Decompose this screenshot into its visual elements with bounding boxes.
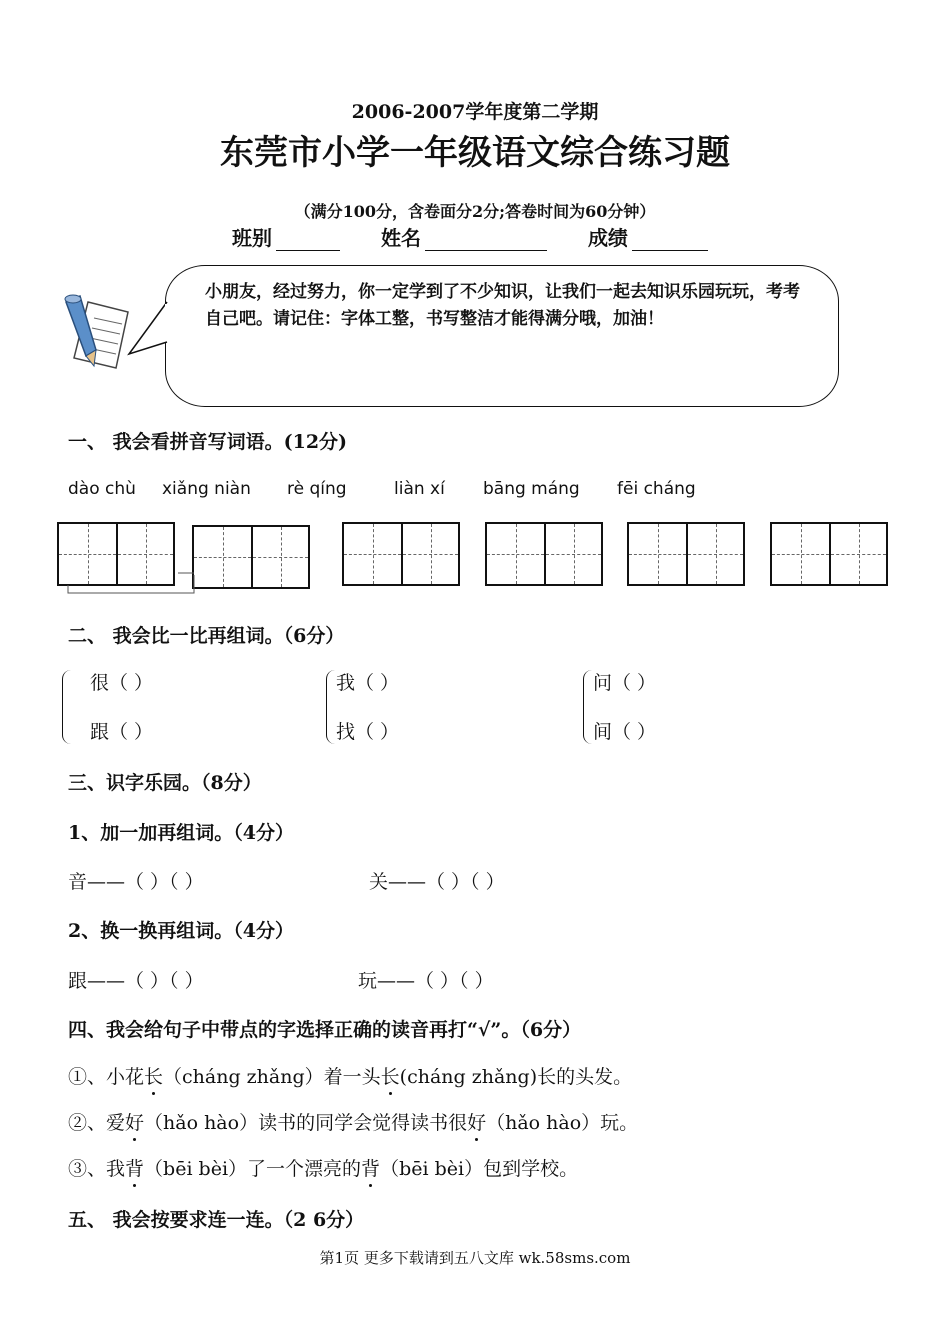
- pinyin-choice[interactable]: （hǎo hào）读书的同学会觉得读书很: [144, 1112, 468, 1134]
- section-4-title: 四、我会给句子中带点的字选择正确的读音再打“√”。（6分）: [68, 1019, 582, 1041]
- student-info-row: [232, 222, 714, 251]
- writing-grid-6[interactable]: [770, 522, 888, 586]
- class-blank[interactable]: [276, 230, 340, 251]
- dotted-char: 背: [361, 1158, 381, 1180]
- grid-connector: [66, 565, 196, 597]
- name-blank[interactable]: [425, 230, 547, 251]
- dotted-char: 好: [467, 1112, 487, 1134]
- section-5-title: 五、 我会按要求连一连。（2 6分）: [68, 1209, 365, 1231]
- compare-item[interactable]: 问（ ）: [593, 672, 657, 694]
- class-label: 班别: [232, 226, 272, 250]
- dotted-char: 长: [380, 1066, 400, 1088]
- compare-item[interactable]: 很（ ）: [90, 672, 154, 694]
- pinyin-choice[interactable]: (cháng zhǎng)长的头发。: [399, 1066, 633, 1088]
- pronunciation-sentence-2: ②、爱好（hǎo hào）读书的同学会觉得读书很好（hǎo hào）玩。: [68, 1112, 639, 1134]
- writing-grid-4[interactable]: [485, 522, 603, 586]
- pinyin-6: fēi cháng: [617, 479, 696, 499]
- compare-item[interactable]: 跟（ ）: [90, 721, 154, 743]
- bubble-text: 小朋友，经过努力，你一定学到了不少知识，让我们一起去知识乐园玩玩，考考自己吧。请记住：字体工整，书写整洁才能得满分哦，加油！: [205, 282, 800, 329]
- compare-item[interactable]: 间（ ）: [593, 721, 657, 743]
- pronunciation-sentence-1: ①、小花长（cháng zhǎng）着一头长(cháng zhǎng)长的头发。: [68, 1066, 633, 1088]
- compare-item[interactable]: 找（ ）: [336, 721, 400, 743]
- pinyin-2: xiǎng niàn: [162, 479, 251, 499]
- dotted-char: 长: [144, 1066, 164, 1088]
- writing-grid-3[interactable]: [342, 522, 460, 586]
- pencil-icon: [60, 290, 135, 372]
- pinyin-choice[interactable]: （hǎo hào）玩。: [486, 1112, 639, 1134]
- section-3-sub1-title: 1、加一加再组词。（4分）: [68, 822, 294, 844]
- brace-3: [583, 670, 592, 744]
- pronunciation-sentence-3: ③、我背（bēi bèi）了一个漂亮的背（bēi bèi）包到学校。: [68, 1158, 579, 1180]
- brace-2: [326, 670, 335, 744]
- pinyin-choice[interactable]: （bēi bèi）包到学校。: [380, 1158, 579, 1180]
- add-word-item[interactable]: 关——（ ）（ ）: [369, 871, 505, 893]
- brace-1: [62, 670, 71, 744]
- section-3-sub2-title: 2、换一换再组词。（4分）: [68, 920, 294, 942]
- dotted-char: 好: [125, 1112, 145, 1134]
- name-label: 姓名: [380, 226, 421, 250]
- compare-item[interactable]: 我（ ）: [336, 672, 400, 694]
- swap-word-item[interactable]: 玩——（ ）（ ）: [358, 970, 494, 992]
- pinyin-3: rè qíng: [287, 479, 347, 499]
- section-1-title: 一、 我会看拼音写词语。(12分): [68, 431, 348, 453]
- pinyin-5: bāng máng: [483, 479, 580, 499]
- swap-word-item[interactable]: 跟——（ ）（ ）: [68, 970, 204, 992]
- page-title: 东莞市小学一年级语文综合练习题: [220, 133, 730, 173]
- section-3-title: 三、识字乐园。（8分）: [68, 772, 262, 794]
- bubble-tail: [125, 300, 169, 370]
- pinyin-choice[interactable]: （cháng zhǎng）着一头: [163, 1066, 381, 1088]
- score-blank[interactable]: [632, 230, 708, 251]
- exam-note: （满分100分，含卷面分2分;答卷时间为60分钟）: [294, 202, 656, 221]
- score-label: 成绩: [587, 226, 628, 250]
- dotted-char: 背: [125, 1158, 145, 1180]
- pinyin-4: liàn xí: [394, 479, 445, 499]
- pinyin-choice[interactable]: （bēi bèi）了一个漂亮的: [144, 1158, 362, 1180]
- page-footer: 第1页 更多下载请到五八文库 wk.58sms.com: [319, 1249, 631, 1267]
- pinyin-1: dào chù: [68, 479, 136, 499]
- section-2-title: 二、 我会比一比再组词。（6分）: [68, 625, 345, 647]
- writing-grid-2[interactable]: [192, 525, 310, 589]
- writing-grid-5[interactable]: [627, 522, 745, 586]
- add-word-item[interactable]: 音——（ ）（ ）: [68, 871, 204, 893]
- term-label: 2006-2007学年度第二学期: [351, 101, 599, 123]
